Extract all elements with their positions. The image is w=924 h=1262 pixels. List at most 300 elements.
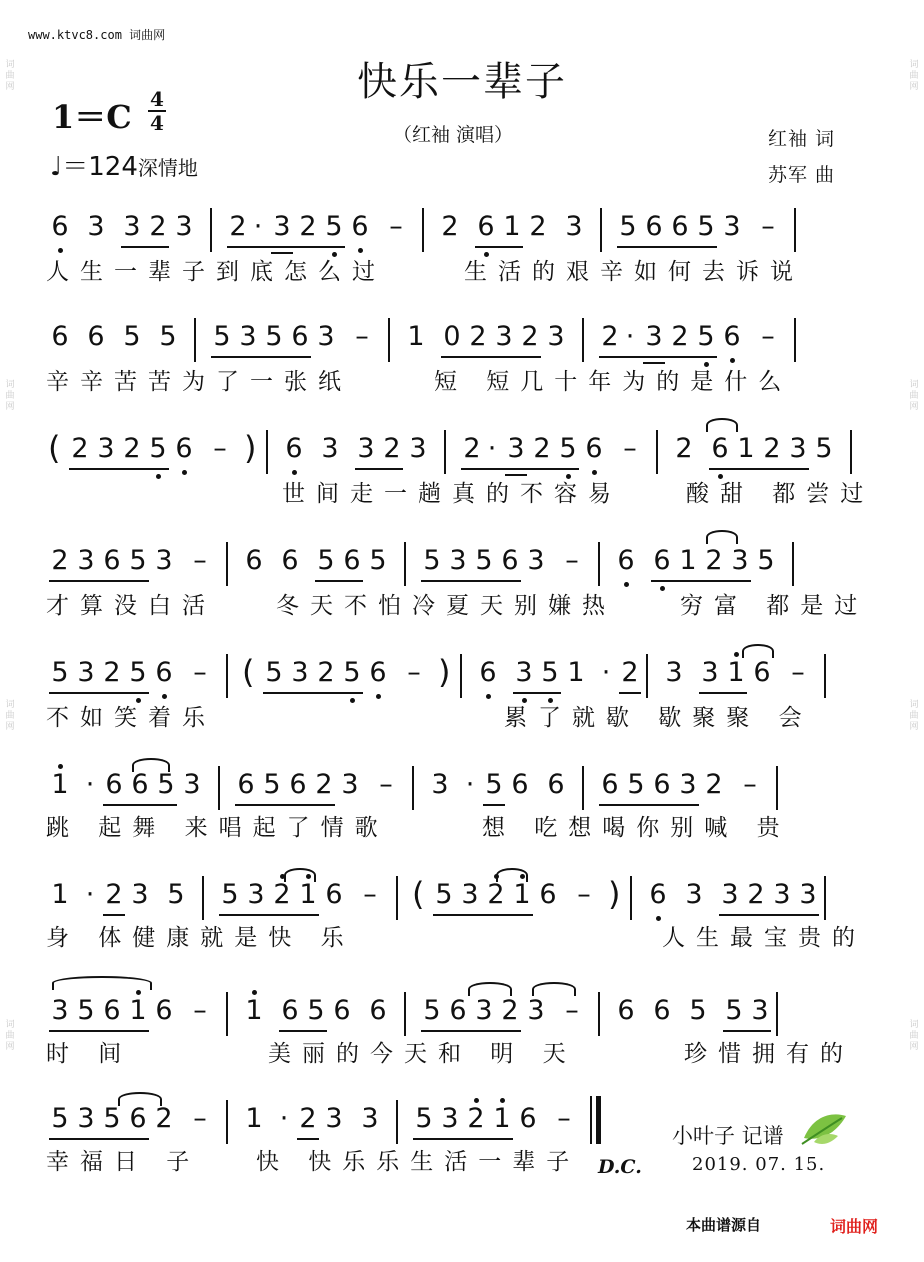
dash: – xyxy=(193,545,207,576)
eighth-beam xyxy=(483,804,505,806)
note: 3 xyxy=(685,879,703,910)
note: 1 xyxy=(129,995,147,1026)
note: 5 xyxy=(103,1103,121,1134)
lyric-line: 快 快乐乐生活一辈子 xyxy=(256,1149,581,1175)
dash: – xyxy=(193,1103,207,1134)
slur xyxy=(532,982,576,996)
note: 3 xyxy=(77,657,95,688)
augmentation-dot: · xyxy=(279,1103,289,1134)
slur xyxy=(706,530,738,544)
transcription-date: 2019. 07. 15. xyxy=(692,1154,826,1175)
note: 6 xyxy=(175,433,193,464)
note: 3 xyxy=(291,657,309,688)
note: 5 xyxy=(627,769,645,800)
eighth-beam xyxy=(709,468,809,470)
note: 6 xyxy=(155,657,173,688)
sixteenth-beam xyxy=(271,252,293,254)
note: 6 xyxy=(245,545,263,576)
note: 3 xyxy=(431,769,449,800)
note: 6 xyxy=(51,211,69,242)
eighth-beam xyxy=(121,246,169,248)
note: 2 xyxy=(705,769,723,800)
eighth-beam xyxy=(719,914,819,916)
dash: – xyxy=(761,211,775,242)
note: 1 xyxy=(245,1103,263,1134)
note: 2 xyxy=(273,879,291,910)
composer-credit: 苏军 曲 xyxy=(768,164,836,186)
low-octave-dot xyxy=(730,358,735,363)
dash: – xyxy=(355,321,369,352)
note: 5 xyxy=(435,879,453,910)
note: 3 xyxy=(507,433,525,464)
lyric-line: 穷富 都是过 xyxy=(680,593,869,619)
note: 1 xyxy=(737,433,755,464)
note: 2 xyxy=(621,657,639,688)
bar-line xyxy=(824,654,826,698)
eighth-beam xyxy=(513,692,561,694)
bar-line xyxy=(404,542,406,586)
note: 2 xyxy=(529,211,547,242)
close-paren: ) xyxy=(438,653,451,691)
note: 3 xyxy=(321,433,339,464)
note: 2 xyxy=(533,433,551,464)
lyric-line: 酸甜 都尝过 xyxy=(686,481,875,507)
low-octave-dot xyxy=(350,698,355,703)
note: 3 xyxy=(723,211,741,242)
note: 3 xyxy=(175,211,193,242)
bar-line xyxy=(396,876,398,920)
slur xyxy=(284,868,316,882)
note: 5 xyxy=(149,433,167,464)
high-octave-dot xyxy=(252,990,257,995)
note: 6 xyxy=(325,879,343,910)
note: 3 xyxy=(665,657,683,688)
note: 6 xyxy=(237,769,255,800)
dash: – xyxy=(363,879,377,910)
note: 5 xyxy=(129,657,147,688)
eighth-beam xyxy=(723,1030,771,1032)
note: 6 xyxy=(645,211,663,242)
low-octave-dot xyxy=(660,586,665,591)
bar-line xyxy=(776,992,778,1036)
note: 5 xyxy=(167,879,185,910)
note: 2 xyxy=(103,657,121,688)
lyric-line: 幸福日 子 xyxy=(46,1149,201,1175)
eighth-beam xyxy=(421,580,521,582)
note: 1 xyxy=(567,657,585,688)
note: 6 xyxy=(653,769,671,800)
leaf-icon xyxy=(800,1108,848,1148)
note: 1 xyxy=(299,879,317,910)
low-octave-dot xyxy=(704,362,709,367)
note: 6 xyxy=(617,995,635,1026)
side-watermark: 词 曲 网 xyxy=(5,700,15,732)
note: 1 xyxy=(493,1103,511,1134)
bar-line xyxy=(824,876,826,920)
note: 3 xyxy=(183,769,201,800)
note: 6 xyxy=(585,433,603,464)
note: 5 xyxy=(77,995,95,1026)
note: 5 xyxy=(423,995,441,1026)
note: 2 xyxy=(51,545,69,576)
eighth-beam xyxy=(421,1030,521,1032)
eighth-beam xyxy=(49,1030,149,1032)
final-barline-thick xyxy=(596,1096,601,1144)
low-octave-dot xyxy=(358,248,363,253)
note: 5 xyxy=(559,433,577,464)
note: 5 xyxy=(697,321,715,352)
note: 6 xyxy=(477,211,495,242)
dash: – xyxy=(557,1103,571,1134)
lyric-line: 人生一辈子到底怎么过 xyxy=(46,259,386,285)
note: 2 xyxy=(155,1103,173,1134)
dash: – xyxy=(379,769,393,800)
bar-line xyxy=(194,318,196,362)
note: 5 xyxy=(159,321,177,352)
note: 2 xyxy=(747,879,765,910)
note: 1 xyxy=(513,879,531,910)
eighth-beam xyxy=(413,1138,513,1140)
eighth-beam xyxy=(355,468,403,470)
note: 5 xyxy=(619,211,637,242)
eighth-beam xyxy=(69,468,169,470)
eighth-beam xyxy=(619,692,641,694)
augmentation-dot: · xyxy=(625,321,635,352)
high-octave-dot xyxy=(58,764,63,769)
eighth-beam xyxy=(103,804,177,806)
note: 5 xyxy=(123,321,141,352)
low-octave-dot xyxy=(162,694,167,699)
lyric-line: 才算没白活 xyxy=(46,593,216,619)
dc-mark: D.C. xyxy=(598,1156,642,1178)
note: 3 xyxy=(77,1103,95,1134)
note: 6 xyxy=(343,545,361,576)
note: 6 xyxy=(103,995,121,1026)
bar-line xyxy=(776,766,778,810)
eighth-beam xyxy=(219,914,319,916)
bar-line xyxy=(202,876,204,920)
bar-line xyxy=(598,992,600,1036)
lyricist-credit: 红袖 词 xyxy=(768,128,836,150)
note: 2 xyxy=(467,1103,485,1134)
lyric-line: 辛辛苦苦为了一张纸 xyxy=(46,369,352,395)
note: 2 xyxy=(299,1103,317,1134)
note: 3 xyxy=(409,433,427,464)
note: 2 xyxy=(383,433,401,464)
dash: – xyxy=(407,657,421,688)
note: 3 xyxy=(751,995,769,1026)
bar-line xyxy=(600,208,602,252)
note: 2 xyxy=(463,433,481,464)
note: 2 xyxy=(469,321,487,352)
note: 2 xyxy=(521,321,539,352)
note: 6 xyxy=(285,433,303,464)
note: 6 xyxy=(711,433,729,464)
bar-line xyxy=(226,542,228,586)
scribe-credit: 小叶子 记谱 xyxy=(672,1124,784,1148)
note: 6 xyxy=(653,995,671,1026)
slur xyxy=(468,982,512,996)
note: 6 xyxy=(601,769,619,800)
note: 3 xyxy=(527,995,545,1026)
note: 6 xyxy=(501,545,519,576)
note: 3 xyxy=(515,657,533,688)
lyric-line: 身 体健康就是快 乐 xyxy=(46,925,355,951)
note: 3 xyxy=(273,211,291,242)
bar-line xyxy=(422,208,424,252)
low-octave-dot xyxy=(592,470,597,475)
tempo-marking xyxy=(50,146,198,183)
source-brand: 词曲网 xyxy=(830,1217,879,1236)
dash: – xyxy=(743,769,757,800)
note: 3 xyxy=(773,879,791,910)
note: 6 xyxy=(617,545,635,576)
note: 5 xyxy=(317,545,335,576)
eighth-beam xyxy=(235,804,335,806)
note: 6 xyxy=(547,769,565,800)
note: 3 xyxy=(361,1103,379,1134)
slur xyxy=(52,976,152,990)
low-octave-dot xyxy=(292,470,297,475)
note: 6 xyxy=(479,657,497,688)
bar-line xyxy=(794,208,796,252)
note: 2 xyxy=(601,321,619,352)
eighth-beam xyxy=(49,1138,149,1140)
eighth-beam xyxy=(211,356,311,358)
slur xyxy=(496,868,528,882)
note: 3 xyxy=(475,995,493,1026)
note: 6 xyxy=(723,321,741,352)
eighth-beam xyxy=(103,914,125,916)
note: 1 xyxy=(245,995,263,1026)
note: 3 xyxy=(449,545,467,576)
key-signature: 1＝C xyxy=(52,98,132,136)
bar-line xyxy=(226,654,228,698)
low-octave-dot xyxy=(156,474,161,479)
note: 3 xyxy=(721,879,739,910)
note: 2 xyxy=(317,657,335,688)
note: 3 xyxy=(547,321,565,352)
bar-line xyxy=(218,766,220,810)
close-paren: ) xyxy=(608,875,621,913)
high-octave-dot xyxy=(474,1098,479,1103)
quarter-note-icon: ♩ xyxy=(50,152,63,182)
eighth-beam xyxy=(49,692,149,694)
note: 3 xyxy=(701,657,719,688)
note: 5 xyxy=(689,995,707,1026)
eighth-beam xyxy=(279,1030,327,1032)
note: 3 xyxy=(341,769,359,800)
note: 3 xyxy=(731,545,749,576)
note: 5 xyxy=(697,211,715,242)
eighth-beam xyxy=(297,1138,319,1140)
note: 6 xyxy=(671,211,689,242)
eighth-beam xyxy=(617,246,717,248)
lyric-line: 生活的艰辛如何去诉说 xyxy=(464,259,804,285)
note: 2 xyxy=(123,433,141,464)
bar-line xyxy=(630,876,632,920)
note: 5 xyxy=(129,545,147,576)
note: 2 xyxy=(441,211,459,242)
note: 5 xyxy=(51,1103,69,1134)
dash: – xyxy=(193,995,207,1026)
low-octave-dot xyxy=(136,698,141,703)
note: 1 xyxy=(679,545,697,576)
dash: – xyxy=(565,995,579,1026)
note: 5 xyxy=(757,545,775,576)
low-octave-dot xyxy=(656,916,661,921)
note: 2 xyxy=(105,879,123,910)
low-octave-dot xyxy=(376,694,381,699)
time-numerator: 4 xyxy=(150,87,164,111)
tempo-value: ＝124 xyxy=(62,152,138,182)
note: 5 xyxy=(475,545,493,576)
note: 6 xyxy=(131,769,149,800)
slur xyxy=(118,1092,162,1106)
dash: – xyxy=(623,433,637,464)
note: 3 xyxy=(97,433,115,464)
dash: – xyxy=(761,321,775,352)
bar-line xyxy=(388,318,390,362)
high-octave-dot xyxy=(500,1098,505,1103)
low-octave-dot xyxy=(486,694,491,699)
low-octave-dot xyxy=(548,698,553,703)
note: 3 xyxy=(123,211,141,242)
note: 1 xyxy=(727,657,745,688)
song-title: 快乐一辈子 xyxy=(357,59,567,105)
side-watermark: 词 曲 网 xyxy=(5,380,15,412)
bar-line xyxy=(582,766,584,810)
note: 6 xyxy=(155,995,173,1026)
note: 3 xyxy=(679,769,697,800)
dash: – xyxy=(213,433,227,464)
dash: – xyxy=(389,211,403,242)
side-watermark: 词 曲 网 xyxy=(909,1020,919,1052)
sixteenth-beam xyxy=(505,474,527,476)
note: 6 xyxy=(281,545,299,576)
bar-line xyxy=(226,1100,228,1144)
bar-line xyxy=(404,992,406,1036)
note: 6 xyxy=(519,1103,537,1134)
note: 3 xyxy=(239,321,257,352)
time-denominator: 4 xyxy=(150,111,164,135)
note: 3 xyxy=(789,433,807,464)
note: 2 xyxy=(487,879,505,910)
augmentation-dot: · xyxy=(465,769,475,800)
note: 3 xyxy=(799,879,817,910)
tempo-expression: 深情地 xyxy=(137,156,198,180)
note: 1 xyxy=(51,769,69,800)
note: 3 xyxy=(247,879,265,910)
low-octave-dot xyxy=(718,474,723,479)
note: 5 xyxy=(221,879,239,910)
side-watermark: 词 曲 网 xyxy=(909,380,919,412)
bar-line xyxy=(396,1100,398,1144)
bar-line xyxy=(656,430,658,474)
lyric-line: 人生最宝贵的 xyxy=(662,925,866,951)
time-signature xyxy=(148,88,166,134)
note: 3 xyxy=(357,433,375,464)
side-watermark: 词 曲 网 xyxy=(909,700,919,732)
note: 6 xyxy=(649,879,667,910)
bar-line xyxy=(412,766,414,810)
note: 6 xyxy=(449,995,467,1026)
sixteenth-beam xyxy=(643,362,665,364)
augmentation-dot: · xyxy=(253,211,263,242)
note: 6 xyxy=(289,769,307,800)
note: 5 xyxy=(485,769,503,800)
eighth-beam xyxy=(461,468,579,470)
eighth-beam xyxy=(433,914,533,916)
note: 3 xyxy=(87,211,105,242)
note: 6 xyxy=(333,995,351,1026)
note: 5 xyxy=(725,995,743,1026)
note: 5 xyxy=(307,995,325,1026)
note: 1 xyxy=(503,211,521,242)
singer-credit: （红袖 演唱） xyxy=(393,124,514,146)
note: 5 xyxy=(213,321,231,352)
bar-line xyxy=(598,542,600,586)
lyric-line: 冬天不怕冷夏天别嫌热 xyxy=(276,593,616,619)
note: 6 xyxy=(291,321,309,352)
eighth-beam xyxy=(263,692,363,694)
note: 3 xyxy=(325,1103,343,1134)
note: 1 xyxy=(407,321,425,352)
note: 3 xyxy=(645,321,663,352)
augmentation-dot: · xyxy=(85,879,95,910)
note: 5 xyxy=(541,657,559,688)
side-watermark: 词 曲 网 xyxy=(909,60,919,92)
source-label: 本曲谱源自 xyxy=(686,1216,762,1234)
note: 2 xyxy=(675,433,693,464)
bar-line xyxy=(582,318,584,362)
low-octave-dot xyxy=(58,248,63,253)
lyric-line: 珍惜拥有的 xyxy=(684,1041,854,1067)
note: 5 xyxy=(423,545,441,576)
bar-line xyxy=(850,430,852,474)
side-watermark: 词 曲 网 xyxy=(5,1020,15,1052)
note: 3 xyxy=(461,879,479,910)
note: 6 xyxy=(129,1103,147,1134)
close-paren: ) xyxy=(244,429,257,467)
dash: – xyxy=(193,657,207,688)
note: 6 xyxy=(105,769,123,800)
low-octave-dot xyxy=(624,582,629,587)
note: 2 xyxy=(315,769,333,800)
bar-line xyxy=(226,992,228,1036)
note: 5 xyxy=(263,769,281,800)
note: 3 xyxy=(51,995,69,1026)
note: 5 xyxy=(815,433,833,464)
note: 6 xyxy=(281,995,299,1026)
note: 2 xyxy=(229,211,247,242)
open-paren: ( xyxy=(242,653,255,691)
eighth-beam xyxy=(49,580,149,582)
low-octave-dot xyxy=(522,698,527,703)
open-paren: ( xyxy=(48,429,61,467)
note: 5 xyxy=(51,657,69,688)
slur xyxy=(706,418,738,432)
note: 2 xyxy=(671,321,689,352)
note: 2 xyxy=(149,211,167,242)
note: 3 xyxy=(131,879,149,910)
bar-line xyxy=(792,542,794,586)
note: 5 xyxy=(325,211,343,242)
bar-line xyxy=(794,318,796,362)
note: 6 xyxy=(87,321,105,352)
low-octave-dot xyxy=(182,470,187,475)
lyric-line: 时 间 xyxy=(46,1041,133,1067)
